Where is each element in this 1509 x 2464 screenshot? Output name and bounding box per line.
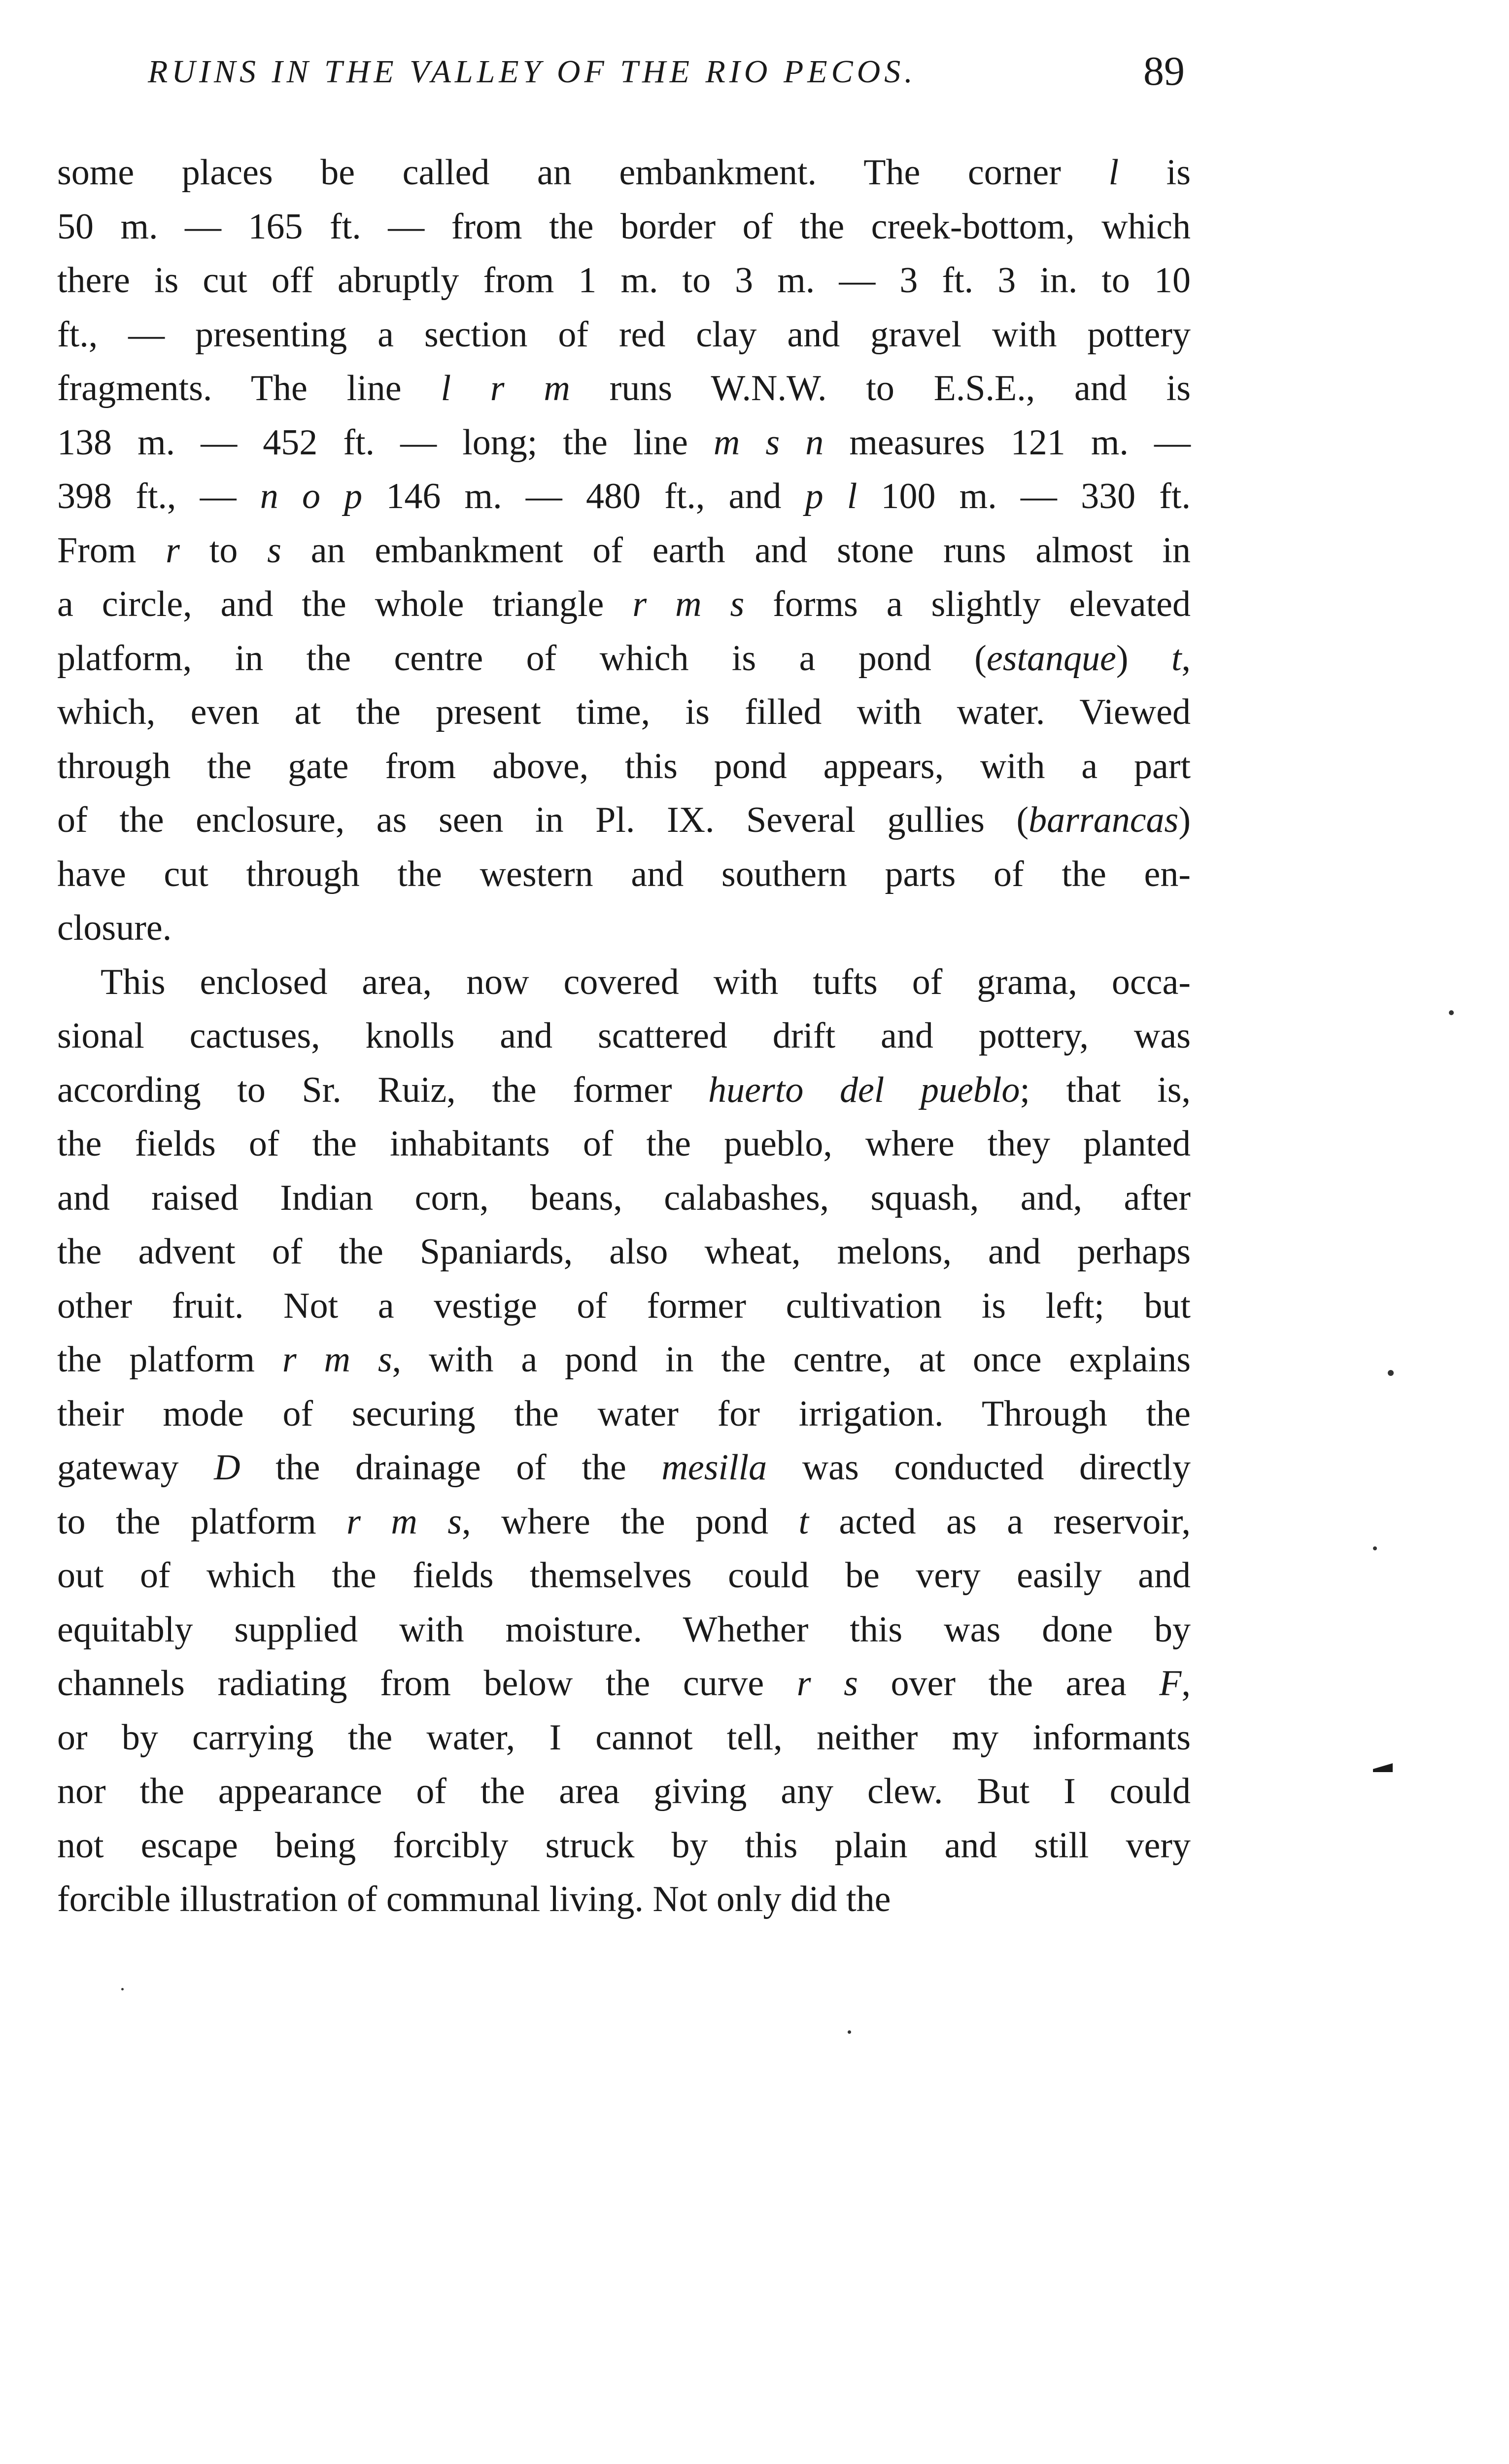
body-text (57, 146, 1191, 1927)
scan-mark (1373, 1763, 1393, 1772)
text-line: out of which the fields themselves could be very easily and (57, 1555, 1191, 1596)
paragraph (57, 956, 1191, 1927)
text-line: platform, in the centre of which is a pond (estanque) t, (57, 638, 1191, 679)
text-line: closure. (57, 908, 172, 948)
text-line: some places be called an embankment. The corner l is (57, 152, 1191, 193)
running-head (0, 43, 1212, 103)
text-line: the advent of the Spaniards, also wheat, melons, and perhaps (57, 1232, 1191, 1272)
text-line: their mode of securing the water for irrigation. Through the (57, 1393, 1191, 1434)
text-line: or by carrying the water, I cannot tell, neither my informants (57, 1717, 1191, 1758)
scan-speck (848, 2030, 851, 2034)
text-line: equitably supplied with moisture. Whether this was done by (57, 1609, 1191, 1650)
text-line: a circle, and the whole triangle r m s forms a slightly elevated (57, 584, 1191, 624)
scan-speck (121, 1988, 124, 1990)
text-line: ft., — presenting a section of red clay and gravel with pottery (57, 314, 1191, 355)
text-line: From r to s an embankment of earth and stone runs almost in (57, 530, 1191, 571)
text-line: forcible illustration of communal living. Not only did the (57, 1879, 891, 1919)
text-line: according to Sr. Ruiz, the former huerto del pueblo; that is, (57, 1069, 1191, 1110)
text-line: 398 ft., — n o p 146 m. — 480 ft., and p l 100 m. — 330 ft. (57, 476, 1191, 516)
text-line: of the enclosure, as seen in Pl. IX. Several gullies (barrancas) (57, 800, 1191, 840)
scan-speck (1373, 1546, 1377, 1550)
text-line: other fruit. Not a vestige of former cultivation is left; but (57, 1285, 1191, 1326)
text-line: 50 m. — 165 ft. — from the border of the creek-bottom, which (57, 206, 1191, 247)
text-line: gateway D the drainage of the mesilla was conducted directly (57, 1447, 1191, 1488)
text-line: fragments. The line l r m runs W.N.W. to E.S.E., and is (57, 368, 1191, 409)
text-line: there is cut off abruptly from 1 m. to 3 m. — 3 ft. 3 in. to 10 (57, 260, 1191, 301)
text-line: the fields of the inhabitants of the pueblo, where they planted (57, 1124, 1191, 1164)
text-line: and raised Indian corn, beans, calabashes, squash, and, after (57, 1177, 1191, 1218)
paragraph (57, 146, 1191, 956)
text-line: through the gate from above, this pond appears, with a part (57, 746, 1191, 787)
text-line: 138 m. — 452 ft. — long; the line m s n measures 121 m. — (57, 422, 1191, 463)
text-line: nor the appearance of the area giving any clew. But I could (57, 1771, 1191, 1812)
text-line: the platform r m s, with a pond in the centre, at once explains (57, 1339, 1191, 1380)
text-line: to the platform r m s, where the pond t acted as a reservoir, (57, 1501, 1191, 1542)
text-line: which, even at the present time, is filled with water. Viewed (57, 692, 1191, 732)
text-line: This enclosed area, now covered with tufts of grama, occa- (101, 961, 1191, 1002)
scan-speck (1388, 1370, 1394, 1376)
scan-speck (1449, 1010, 1454, 1015)
text-line: sional cactuses, knolls and scattered drift and pottery, was (57, 1016, 1191, 1056)
text-line: not escape being forcibly struck by this plain and still very (57, 1825, 1191, 1866)
text-line: have cut through the western and southern parts of the en- (57, 854, 1191, 894)
page-number: 89 (1143, 48, 1185, 94)
text-line: channels radiating from below the curve r s over the area F, (57, 1663, 1191, 1704)
running-title: RUINS IN THE VALLEY OF THE RIO PECOS. (148, 54, 917, 90)
